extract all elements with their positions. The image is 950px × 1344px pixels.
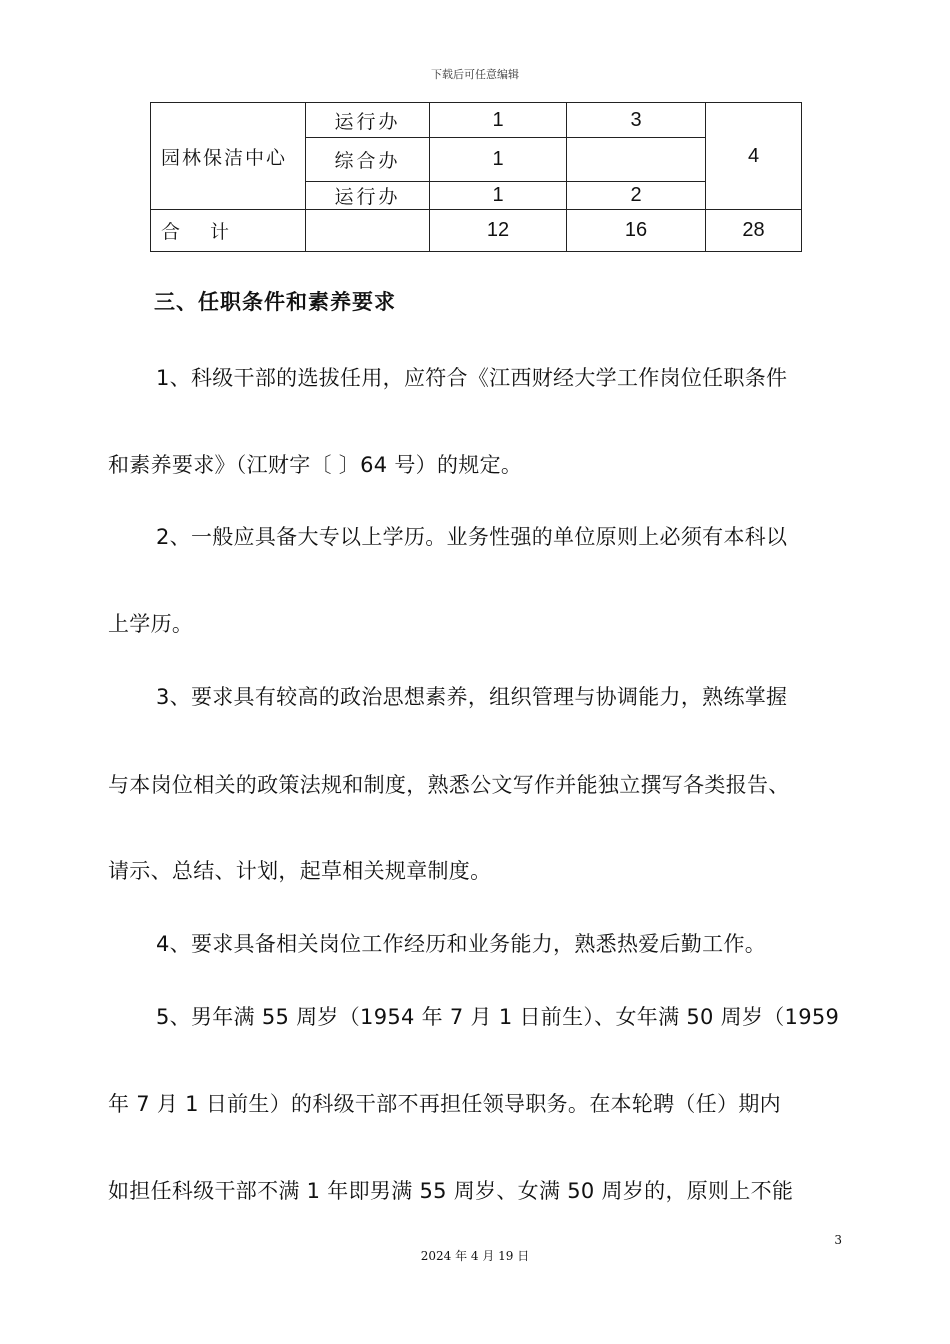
body-line: 5、男年满 55 周岁（1954 年 7 月 1 日前生）、女年满 50 周岁（1959 — [156, 1005, 840, 1029]
staff-table — [150, 102, 802, 252]
body-line: 与本岗位相关的政策法规和制度，熟悉公文写作并能独立撰写各类报告、 — [108, 773, 790, 797]
total-a-cell: 12 — [430, 210, 567, 252]
count-cell — [567, 138, 706, 182]
body-line: 3、要求具有较高的政治思想素养，组织管理与协调能力，熟练掌握 — [156, 685, 788, 709]
total-label-cell: 合 计 — [151, 210, 306, 252]
count-cell: 1 — [430, 138, 567, 182]
body-line: 如担任科级干部不满 1 年即男满 55 周岁、女满 50 周岁的，原则上不能 — [108, 1179, 794, 1203]
total-b-cell: 16 — [567, 210, 706, 252]
body-line: 4、要求具备相关岗位工作经历和业务能力，熟悉热爱后勤工作。 — [156, 932, 767, 956]
unit-name-cell: 园林保洁中心 — [151, 103, 306, 210]
body-line: 和素养要求》（江财字〔 〕64 号）的规定。 — [108, 453, 523, 477]
section-heading: 三、任职条件和素养要求 — [154, 290, 396, 314]
unit-total-cell: 4 — [706, 103, 802, 210]
page-header: 下载后可任意编辑 — [431, 68, 519, 81]
dept-cell: 运行办 — [306, 182, 430, 210]
body-line: 2、一般应具备大专以上学历。业务性强的单位原则上必须有本科以 — [156, 525, 788, 549]
total-dept-cell — [306, 210, 430, 252]
dept-cell: 综合办 — [306, 138, 430, 182]
count-cell: 1 — [430, 182, 567, 210]
table-row — [151, 103, 802, 138]
body-line: 请示、总结、计划，起草相关规章制度。 — [108, 859, 492, 883]
total-row — [151, 210, 802, 252]
body-line: 上学历。 — [108, 612, 194, 636]
page-number: 3 — [834, 1233, 842, 1247]
count-cell: 1 — [430, 103, 567, 138]
footer-date: 2024 年 4 月 19 日 — [420, 1249, 530, 1263]
body-line: 年 7 月 1 日前生）的科级干部不再担任领导职务。在本轮聘（任）期内 — [108, 1092, 781, 1116]
count-cell: 2 — [567, 182, 706, 210]
dept-cell: 运行办 — [306, 103, 430, 138]
total-sum-cell: 28 — [706, 210, 802, 252]
body-line: 1、科级干部的选拔任用，应符合《江西财经大学工作岗位任职条件 — [156, 366, 788, 390]
count-cell: 3 — [567, 103, 706, 138]
